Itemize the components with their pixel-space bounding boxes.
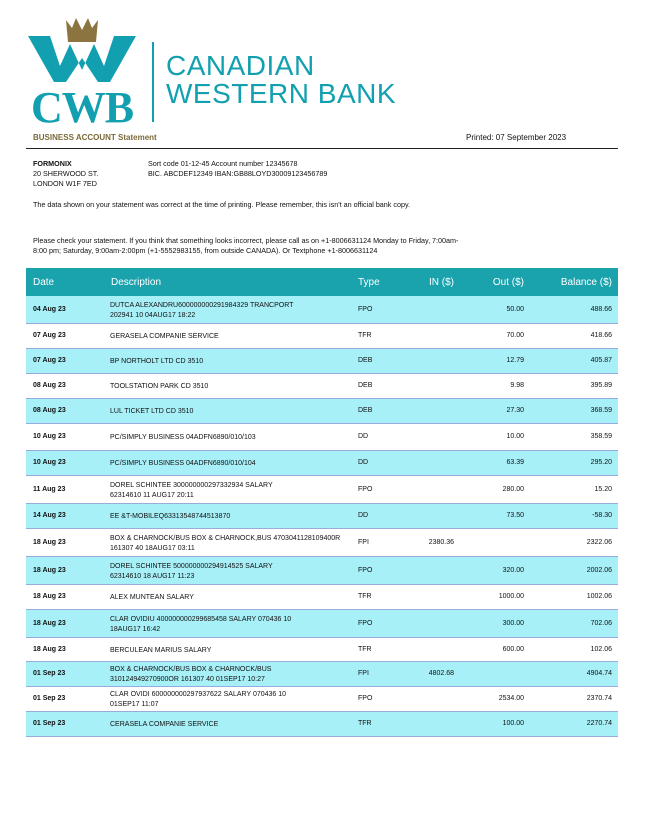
cell-type: TFR <box>358 332 372 339</box>
cell-balance: 405.87 <box>590 357 612 364</box>
cell-date: 08 Aug 23 <box>33 407 66 414</box>
cell-description <box>110 665 350 685</box>
table-header <box>26 268 618 296</box>
cell-type: DEB <box>358 357 373 364</box>
table-row <box>26 557 618 585</box>
description-line-2: 310124949270900OR 161307 40 01SEP17 10:27 <box>110 676 265 683</box>
cell-out: 63.39 <box>506 459 524 466</box>
cell-description <box>110 562 350 582</box>
cell-balance: 4904.74 <box>586 670 612 677</box>
cell-date: 04 Aug 23 <box>33 306 66 313</box>
description-line-1: DOREL SCHINTEE 500000000294914525 SALARY <box>110 563 273 570</box>
table-row <box>26 638 618 662</box>
description-line-1: BOX & CHARNOCK/BUS BOX & CHARNOCK/BUS <box>110 666 272 673</box>
table-row <box>26 504 618 529</box>
cell-date: 18 Aug 23 <box>33 539 66 546</box>
cell-balance: 368.59 <box>590 407 612 414</box>
bic-iban-line: BIC. ABCDEF12349 IBAN:GB88LOYD30009123456789 <box>148 169 328 178</box>
cell-type: FPO <box>358 695 373 702</box>
table-body <box>26 296 618 737</box>
table-row <box>26 349 618 374</box>
transactions-table <box>26 268 618 737</box>
check-line-1: Please check your statement. If you think that something looks incorrect, please call as on +1-8006631124 Monday to Friday, 7:00am- <box>33 236 459 245</box>
cell-out: 320.00 <box>502 567 524 574</box>
cell-balance: 102.06 <box>590 646 612 653</box>
cell-type: FPO <box>358 620 373 627</box>
cell-out: 600.00 <box>502 646 524 653</box>
cell-type: FPO <box>358 567 373 574</box>
cell-date: 01 Sep 23 <box>33 695 66 702</box>
logo-divider <box>152 42 154 122</box>
cell-description <box>110 382 350 392</box>
cell-balance: 295.20 <box>590 459 612 466</box>
cell-balance: 358.59 <box>590 433 612 440</box>
description-line-1: DUTCA ALEXANDRU600000000291984329 TRANCPORT <box>110 302 294 309</box>
cell-description <box>110 481 350 501</box>
table-row <box>26 296 618 324</box>
cell-type: TFR <box>358 646 372 653</box>
table-row <box>26 399 618 424</box>
cell-out: 12.79 <box>506 357 524 364</box>
cell-out: 1000.00 <box>498 593 524 600</box>
account-holder-name: FORMONIX <box>33 159 72 168</box>
cell-description <box>110 332 350 342</box>
description-line-2: 202941 10 04AUG17 18:22 <box>110 312 196 319</box>
cell-out: 70.00 <box>506 332 524 339</box>
table-row <box>26 529 618 557</box>
cell-type: TFR <box>358 720 372 727</box>
cell-date: 10 Aug 23 <box>33 459 66 466</box>
cell-description <box>110 407 350 417</box>
cell-out: 27.30 <box>506 407 524 414</box>
cell-date: 10 Aug 23 <box>33 433 66 440</box>
table-row <box>26 476 618 504</box>
cell-in: 2380.36 <box>428 539 454 546</box>
header-out: Out ($) <box>492 277 524 288</box>
cell-type: DEB <box>358 382 373 389</box>
cell-type: FPI <box>358 670 369 677</box>
cell-description <box>110 593 350 603</box>
check-line-2: 8:00 pm; Saturday, 9:00am-2:00pm (+1-5552983155, from outside CANADA). Or Textphone +1-8006631124 <box>33 246 378 255</box>
cell-date: 18 Aug 23 <box>33 646 66 653</box>
table-row <box>26 687 618 712</box>
cell-balance: 2002.06 <box>586 567 612 574</box>
description-line-2: 62314610 18 AUG17 11:23 <box>110 573 195 580</box>
description-line-1: TOOLSTATION PARK CD 3510 <box>110 383 209 390</box>
description-line-1: ALEX MUNTEAN SALARY <box>110 594 194 601</box>
cell-date: 18 Aug 23 <box>33 593 66 600</box>
header-divider <box>26 148 618 149</box>
description-line-2: 161307 40 18AUG17 03:11 <box>110 545 195 552</box>
logo-letters: CWB <box>30 83 134 132</box>
description-line-1: CLAR OVIDIU 400000000299685458 SALARY 070436 10 <box>110 616 292 623</box>
cell-date: 01 Sep 23 <box>33 720 66 727</box>
header-type: Type <box>358 277 380 288</box>
cell-description <box>110 646 350 656</box>
description-line-1: PC/SIMPLY BUSINESS 04ADFN6890/010/104 <box>110 460 256 467</box>
table-row <box>26 451 618 476</box>
cell-description <box>110 615 350 635</box>
sort-code-line: Sort code 01-12-45 Account number 12345678 <box>148 159 298 168</box>
table-row <box>26 610 618 638</box>
table-row <box>26 712 618 737</box>
cell-type: FPI <box>358 539 369 546</box>
cell-type: FPO <box>358 306 373 313</box>
cell-balance: -58.30 <box>592 512 612 519</box>
cell-out: 2534.00 <box>498 695 524 702</box>
description-line-2: 01SEP17 11:07 <box>110 701 159 708</box>
address-line-2: LONDON W1F 7ED <box>33 179 97 188</box>
description-line-1: EE &T-MOBILEQ63313548744513870 <box>110 513 231 520</box>
cell-date: 08 Aug 23 <box>33 382 66 389</box>
cell-balance: 15.20 <box>594 486 612 493</box>
bank-name <box>166 52 396 108</box>
cell-type: DD <box>358 512 369 519</box>
cell-description <box>110 512 350 522</box>
cell-date: 07 Aug 23 <box>33 332 66 339</box>
cell-type: TFR <box>358 593 372 600</box>
cell-balance: 702.06 <box>590 620 612 627</box>
cell-in: 4802.68 <box>428 670 454 677</box>
description-line-1: GERASELA COMPANIE SERVICE <box>110 333 219 340</box>
cell-balance: 488.66 <box>590 306 612 313</box>
cell-type: DD <box>358 459 369 466</box>
cell-date: 01 Sep 23 <box>33 670 66 677</box>
cell-balance: 2270.74 <box>586 720 612 727</box>
description-line-1: BOX & CHARNOCK/BUS BOX & CHARNOCK,BUS 4703041128109400R <box>110 535 341 542</box>
cell-balance: 1002.06 <box>586 593 612 600</box>
cell-type: DD <box>358 433 369 440</box>
cell-balance: 2322.06 <box>586 539 612 546</box>
cell-balance: 418.66 <box>590 332 612 339</box>
cell-out: 10.00 <box>506 433 524 440</box>
cell-description <box>110 534 350 554</box>
header-balance: Balance ($) <box>560 277 612 288</box>
description-line-2: 18AUG17 16:42 <box>110 626 161 633</box>
cell-out: 100.00 <box>502 720 524 727</box>
statement-notice: The data shown on your statement was correct at the time of printing. Please remember, this isn't an official bank copy. <box>33 200 411 209</box>
cell-out: 50.00 <box>506 306 524 313</box>
table-row <box>26 324 618 349</box>
table-row <box>26 424 618 451</box>
cell-out: 280.00 <box>502 486 524 493</box>
bank-name-line2: WESTERN BANK <box>166 78 397 109</box>
check-statement-notice <box>33 236 473 256</box>
statement-title: BUSINESS ACCOUNT Statement <box>33 133 157 142</box>
cell-type: FPO <box>358 486 373 493</box>
description-line-1: PC/SIMPLY BUSINESS 04ADFN6890/010/103 <box>110 434 256 441</box>
description-line-2: 62314610 11 AUG17 20:11 <box>110 492 194 499</box>
cell-type: DEB <box>358 407 373 414</box>
cell-date: 11 Aug 23 <box>33 486 66 493</box>
cell-description <box>110 690 350 710</box>
cell-date: 07 Aug 23 <box>33 357 66 364</box>
cell-date: 14 Aug 23 <box>33 512 66 519</box>
address-line-1: 20 SHERWOOD ST. <box>33 169 99 178</box>
description-line-1: LUL TICKET LTD CD 3510 <box>110 408 194 415</box>
cell-out: 73.50 <box>506 512 524 519</box>
bank-logo <box>26 14 397 132</box>
description-line-1: CERASELA COMPANIE SERVICE <box>110 721 219 728</box>
cell-out: 300.00 <box>502 620 524 627</box>
cell-date: 18 Aug 23 <box>33 620 66 627</box>
cell-balance: 395.89 <box>590 382 612 389</box>
printed-date: Printed: 07 September 2023 <box>466 133 567 142</box>
header-in: IN ($) <box>429 277 454 288</box>
description-line-1: BP NORTHOLT LTD CD 3510 <box>110 358 204 365</box>
cell-date: 18 Aug 23 <box>33 567 66 574</box>
table-row <box>26 585 618 610</box>
maple-leaf-logo-icon <box>26 14 138 94</box>
cell-description <box>110 459 350 469</box>
description-line-1: BERCULEAN MARIUS SALARY <box>110 647 212 654</box>
account-holder-block <box>33 159 98 189</box>
cell-description <box>110 301 350 321</box>
cell-description <box>110 720 350 730</box>
header-date: Date <box>33 277 55 288</box>
table-row <box>26 662 618 687</box>
description-line-1: DOREL SCHINTEE 300000000297332934 SALARY <box>110 482 273 489</box>
account-details-block <box>148 159 327 179</box>
header-description: Description <box>111 277 162 288</box>
table-row <box>26 374 618 399</box>
description-line-1: CLAR OVIDI 600000000297937622 SALARY 070436 10 <box>110 691 287 698</box>
cell-out: 9.98 <box>510 382 524 389</box>
cell-balance: 2370.74 <box>586 695 612 702</box>
bank-name-line1: CANADIAN <box>166 50 315 81</box>
cell-description <box>110 357 350 367</box>
cell-description <box>110 433 350 443</box>
